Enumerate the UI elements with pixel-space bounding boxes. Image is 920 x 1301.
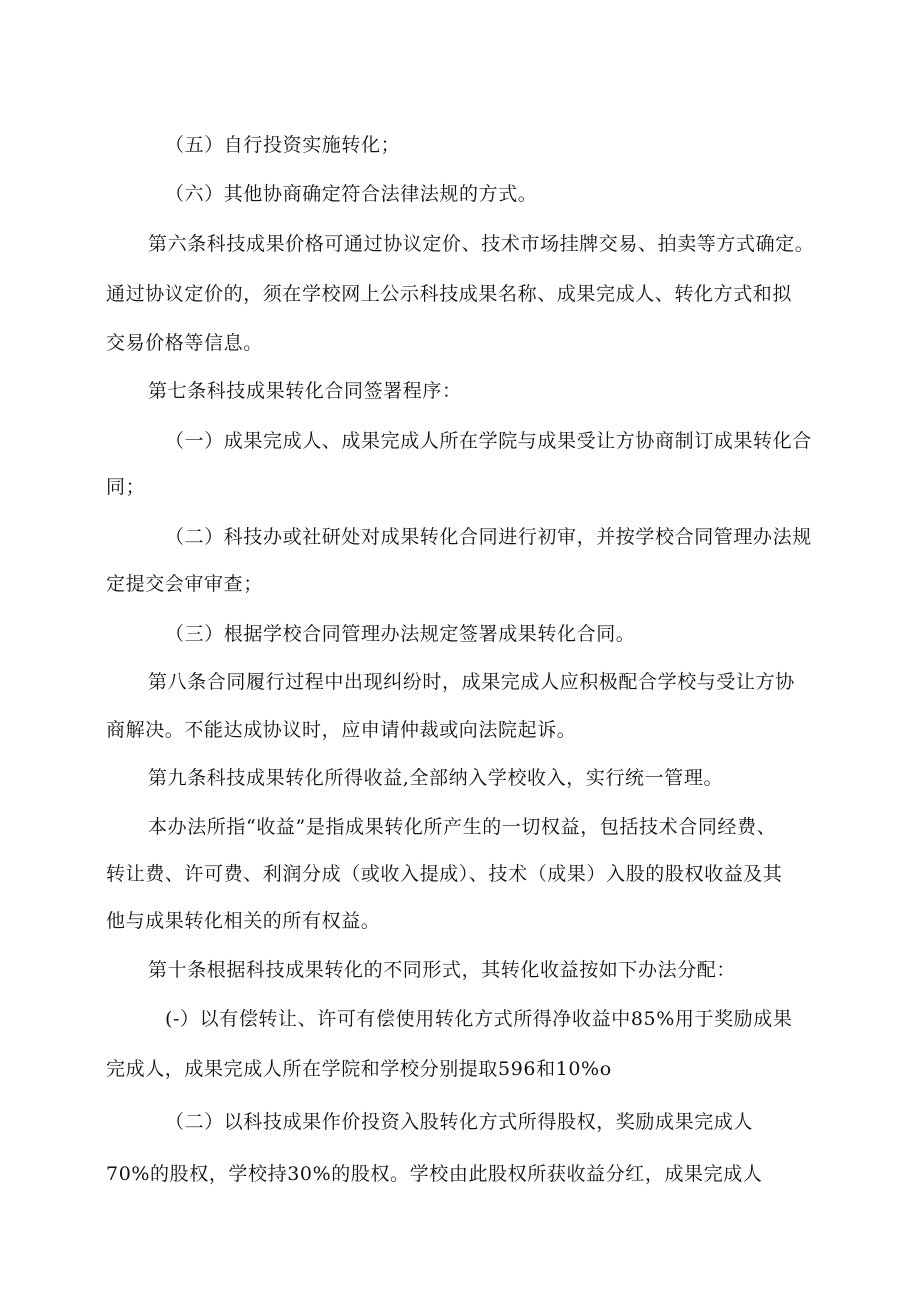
text-line: 通过协议定价的，须在学校网上公示科技成果名称、成果完成人、转化方式和拟 — [106, 283, 793, 305]
text-line: 完成人，成果完成人所在学院和学校分别提取596和10%o — [106, 1058, 612, 1080]
text-line: 商解决。不能达成协议时，应申请仲裁或向法院起诉。 — [106, 719, 577, 741]
text-line: （一）成果完成人、成果完成人所在学院与成果受让方协商制订成果转化合 — [165, 430, 812, 452]
text-line: 70%的股权，学校持30%的股权。学校由此股权所获收益分红，成果完成人 — [106, 1163, 763, 1185]
text-line: （三）根据学校合同管理办法规定签署成果转化合同。 — [165, 623, 636, 645]
text-line: （二）科技办或社研处对成果转化合同进行初审，并按学校合同管理办法规 — [165, 526, 812, 548]
text-line: （六）其他协商确定符合法律法规的方式。 — [165, 183, 538, 205]
text-line: 第九条科技成果转化所得收益,全部纳入学校收入，实行统一管理。 — [148, 767, 724, 789]
text-line: （二）以科技成果作价投资入股转化方式所得股权，奖励成果完成人 — [165, 1111, 754, 1133]
text-line: （五）自行投资实施转化； — [165, 134, 401, 156]
text-line: 同； — [106, 476, 146, 498]
text-line: 第十条根据科技成果转化的不同形式，其转化收益按如下办法分配： — [148, 959, 737, 981]
text-line: 定提交会审审查； — [106, 573, 263, 595]
text-line: 交易价格等信息。 — [106, 332, 263, 354]
text-line: 他与成果转化相关的所有权益。 — [106, 910, 381, 932]
text-line: 第六条科技成果价格可通过协议定价、技术市场挂牌交易、拍卖等方式确定。 — [148, 233, 815, 255]
text-line: (-）以有偿转让、许可有偿使用转化方式所得净收益中85%用于奖励成果 — [165, 1008, 793, 1030]
text-line: 转让费、许可费、利润分成（或收入提成）、技术（成果）入股的股权收益及其 — [106, 863, 783, 885]
text-line: 第八条合同履行过程中出现纠纷时，成果完成人应积极配合学校与受让方协 — [148, 671, 795, 693]
text-line: 第七条科技成果转化合同签署程序： — [148, 380, 462, 402]
text-line: 本办法所指“收益”是指成果转化所产生的一切权益，包括技术合同经费、 — [148, 816, 777, 838]
